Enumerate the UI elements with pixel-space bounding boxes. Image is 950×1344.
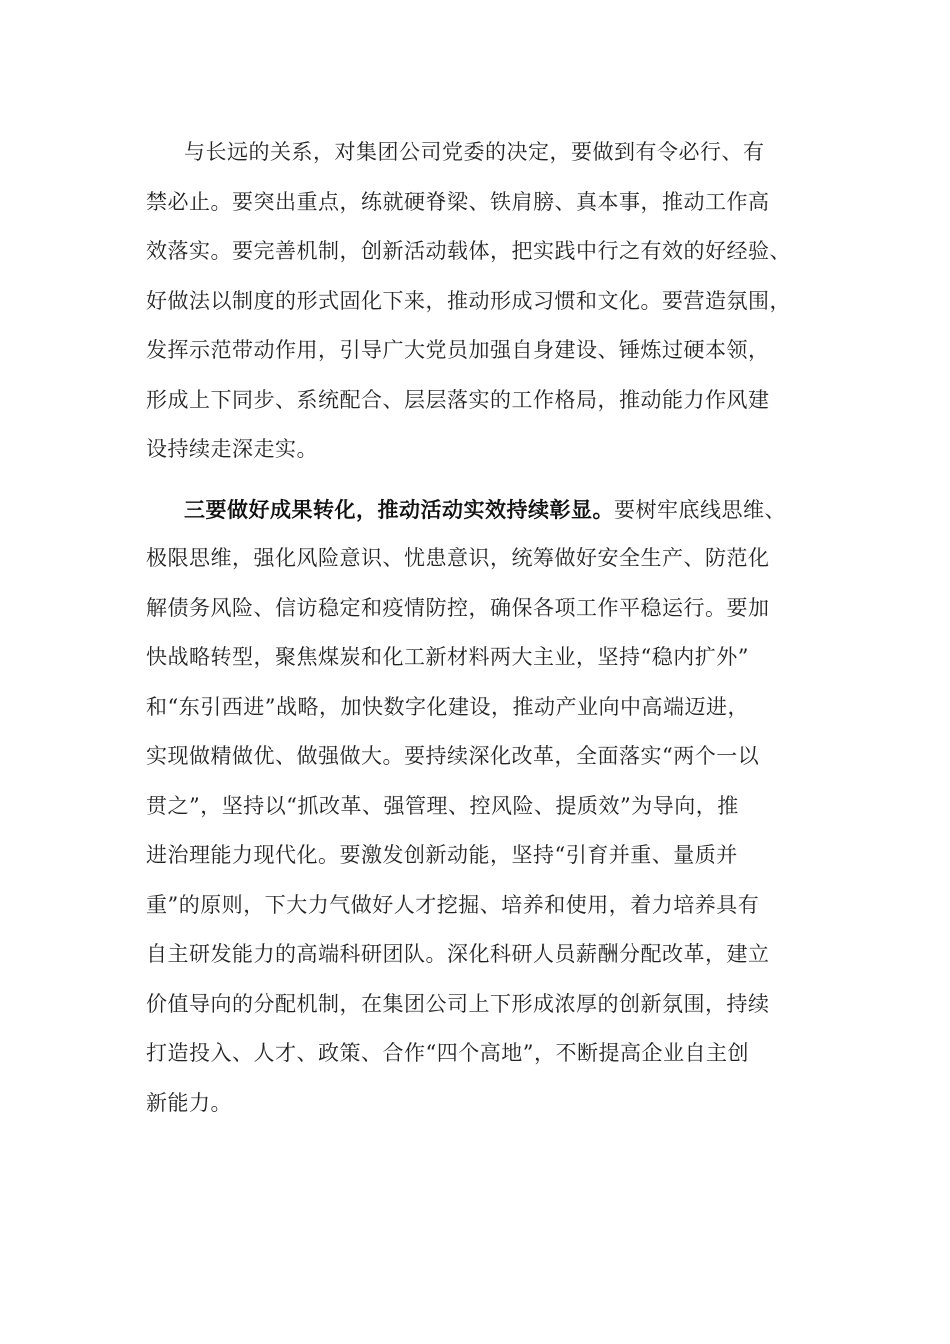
text-line: 自主研发能力的高端科研团队。深化科研人员薪酬分配改革，建立 — [146, 942, 770, 966]
text-line: 和“东引西进”战略，加快数字化建设，推动产业向中高端迈进， — [146, 694, 749, 719]
paragraph-1 — [146, 128, 826, 475]
text-line: 与长远的关系，对集团公司党委的决定，要做到有令必行、有 — [184, 140, 765, 164]
text-line: 设持续走深走实。 — [146, 437, 318, 461]
paragraph-gap — [146, 475, 826, 485]
text-line: 禁必止。要突出重点，练就硬脊梁、铁肩膀、真本事，推动工作高 — [146, 189, 770, 214]
text-line: 实现做精做优、做强做大。要持续深化改革，全面落实“两个一以 — [146, 744, 760, 768]
text-line: 新能力。 — [146, 1090, 232, 1115]
text-line: 极限思维，强化风险意识、忧患意识，统筹做好安全生产、防范化 — [146, 546, 770, 570]
text-line: 快战略转型，聚焦煤炭和化工新材料两大主业，坚持“稳内扩外” — [146, 645, 749, 669]
text-line: 效落实。要完善机制，创新活动载体，把实践中行之有效的好经验、 — [146, 239, 791, 263]
paragraph-2 — [146, 485, 826, 1129]
text-line: 解债务风险、信访稳定和疫情防控，确保各项工作平稳运行。要加 — [146, 595, 770, 620]
document-body — [146, 128, 826, 1128]
text-line: 形成上下同步、系统配合、层层落实的工作格局，推动能力作风建 — [146, 387, 770, 412]
text-line: 好做法以制度的形式固化下来，推动形成习惯和文化。要营造氛围， — [146, 288, 791, 313]
text-line-lead — [146, 485, 826, 535]
text-line: 价值导向的分配机制，在集团公司上下形成浓厚的创新氛围，持续 — [146, 991, 770, 1016]
paragraph-lead-heading: 三要做好成果转化，推动活动实效持续彰显。 — [184, 496, 614, 522]
text-line: 进治理能力现代化。要激发创新动能，坚持“引育并重、量质并 — [146, 843, 738, 867]
text-line: 重”的原则，下大力气做好人才挖掘、培养和使用，着力培养具有 — [146, 892, 760, 917]
text-line: 打造投入、人才、政策、合作“四个高地”，不断提高企业自主创 — [146, 1041, 749, 1065]
text-line: 贯之”，坚持以“抓改革、强管理、控风险、提质效”为导向，推 — [146, 793, 739, 818]
lead-line-rest: 要树牢底线思维、 — [614, 497, 786, 522]
text-line: 发挥示范带动作用，引导广大党员加强自身建设、锤炼过硬本领， — [146, 338, 770, 362]
